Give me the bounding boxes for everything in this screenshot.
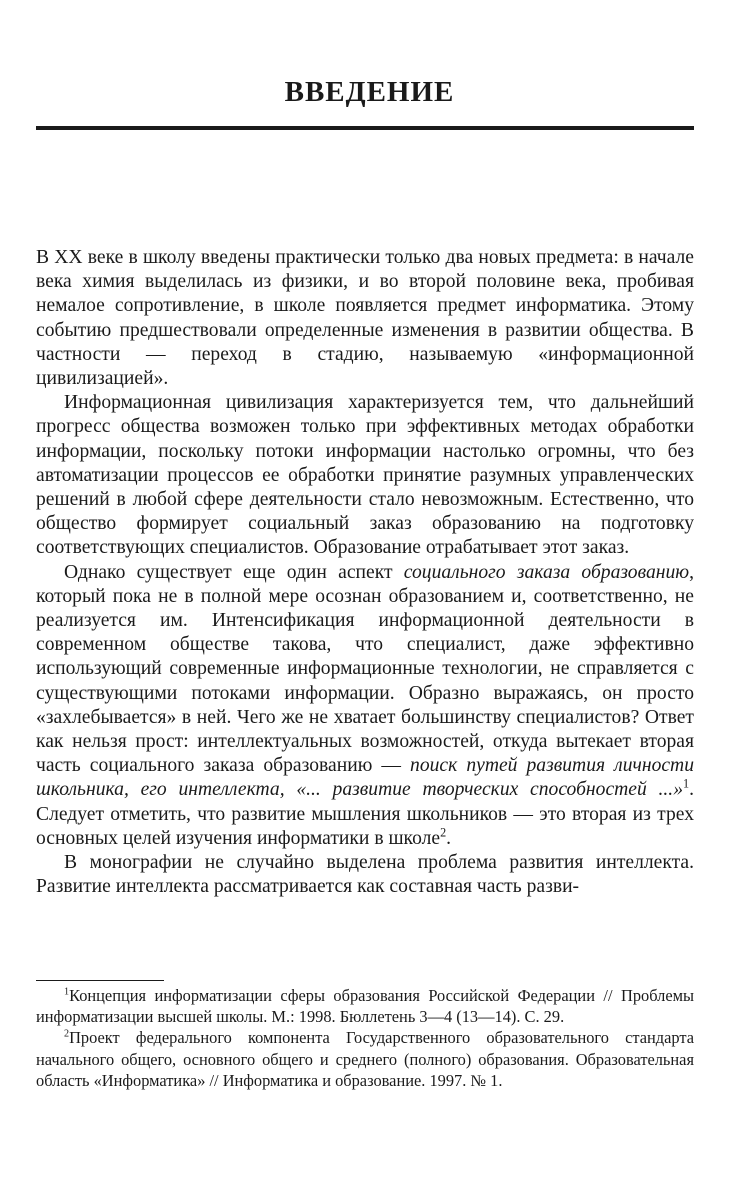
footnote-mark: 2 [64,1028,70,1040]
paragraph-3-emphasis-b: поиск путей развития личности школьника, его интеллекта, «... развитие творческих способностей ...» [36,755,695,801]
footnote-text: Проект федерального компонента Государственного образовательного стандарта начального общего, основного общего и среднего (полного) образования. Образовательная область «Информатика» // Информатика и образование. 1997. № 1. [36,1028,694,1090]
footnote-separator [36,980,164,981]
paragraph-2: Информационная цивилизация характеризуется тем, что дальнейший прогресс общества возможен только при эффективных методах обработки информации, поскольку потоки информации настолько огромны, что без автоматизации процессов ее обработки принятие разумных управленческих решений в любой сфере деятельности стало невозможным. Естественно, что общество формирует социальный заказ образованию на подготовку соответствующих специалистов. Образование отрабатывает этот заказ. [36,392,694,559]
paragraph-3-text-a: Однако существует еще один аспект [64,561,404,583]
paragraph-3-emphasis-a: социального заказа образованию [403,561,690,583]
paragraph-3-text-d: . [446,827,452,849]
footnote-2 [36,1027,694,1091]
footnote-mark: 1 [64,986,70,998]
title-underline [36,126,694,130]
paragraph-1: В ХХ веке в школу введены практически только два новых предмета: в начале века химия выделилась из физики, и во второй половине века, пробивая немалое сопротивление, в школе появляется предмет информатика. Этому событию предшествовали определенные изменения в развитии общества. В частности — переход в стадию, называемую «информационной цивилизацией». [36,247,694,390]
paragraph-3 [36,561,694,851]
body-text [36,246,694,899]
footnote-1 [36,985,694,1027]
paragraph-3-text-c: . Следует отметить, что развитие мышления школьников — это вторая из трех основных целей изучения информатики в школе [36,779,694,849]
paragraph-4: В монографии не случайно выделена проблема развития интеллекта. Развитие интеллекта рассматривается как составная часть разви- [36,852,694,898]
footnote-ref-1[interactable]: 1 [683,776,690,791]
paragraph-3-text-b: , который пока не в полной мере осознан образованием и, соответственно, не реализуется им. Интенсификация информационной деятельности в современном обществе такова, что специалист, даже эффективно использующий современные информационные технологии, не справляется с существующими потоками информации. Образно выражаясь, он просто «захлебывается» в ней. Чего же не хватает большинству специалистов? Ответ как нельзя прост: интеллектуальных возможностей, откуда вытекает вторая часть социального заказа образованию — [36,561,694,777]
page-title: ВВЕДЕНИЕ [284,76,455,108]
footnote-text: Концепция информатизации сферы образования Российской Федерации // Проблемы информатизации высшей школы. М.: 1998. Бюллетень 3—4 (13—14). С. 29. [36,986,694,1027]
footnotes [36,985,694,1091]
footnote-ref-2[interactable]: 2 [440,825,447,840]
